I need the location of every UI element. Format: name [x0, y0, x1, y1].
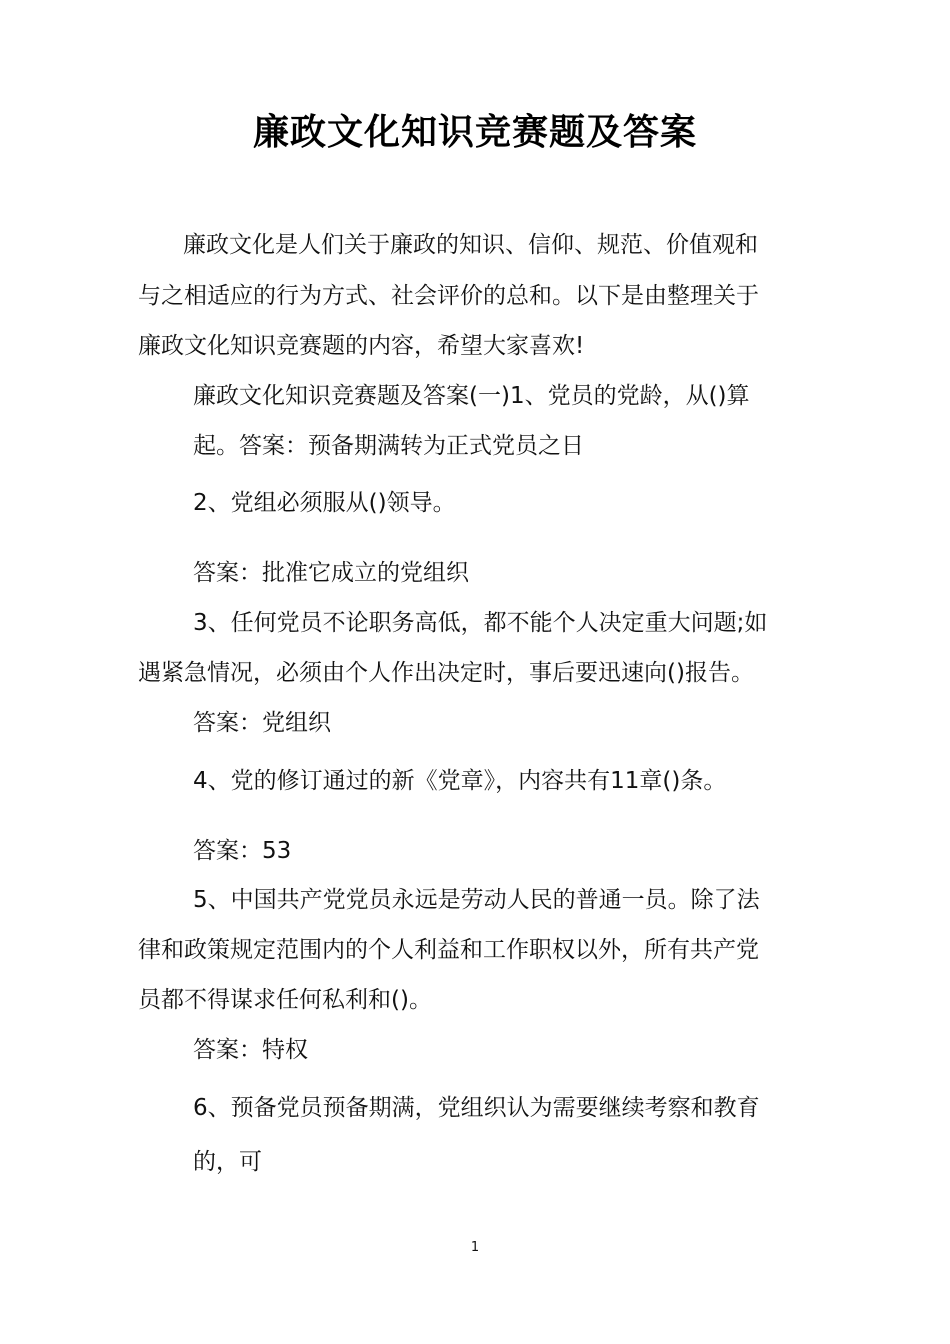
paragraph-line: 廉政文化知识竞赛题及答案(一)1、党员的党龄，从()算 [193, 383, 750, 409]
page-number: 1 [470, 1240, 480, 1255]
paragraph-line: 廉政文化知识竞赛题的内容，希望大家喜欢! [138, 333, 585, 359]
question-line: 4、党的修订通过的新《党章》，内容共有11章()条。 [193, 768, 727, 794]
question-line: 3、任何党员不论职务高低，都不能个人决定重大问题;如 [193, 610, 768, 636]
answer-line: 答案：53 [193, 838, 292, 864]
answer-line: 答案：党组织 [193, 710, 331, 736]
question-line: 遇紧急情况，必须由个人作出决定时，事后要迅速向()报告。 [138, 660, 754, 686]
answer-line: 答案：特权 [193, 1037, 308, 1063]
question-line: 员都不得谋求任何私利和()。 [138, 987, 432, 1013]
paragraph-line: 起。答案：预备期满转为正式党员之日 [193, 433, 584, 459]
question-line: 的，可 [193, 1149, 262, 1175]
paragraph-line: 与之相适应的行为方式、社会评价的总和。以下是由整理关于 [138, 283, 759, 309]
question-line: 律和政策规定范围内的个人利益和工作职权以外，所有共产党 [138, 937, 759, 963]
question-line: 5、中国共产党党员永远是劳动人民的普通一员。除了法 [193, 887, 760, 913]
question-line: 6、预备党员预备期满，党组织认为需要继续考察和教育 [193, 1095, 760, 1121]
answer-line: 答案：批准它成立的党组织 [193, 560, 469, 586]
paragraph-line: 廉政文化是人们关于廉政的知识、信仰、规范、价值观和 [183, 232, 758, 258]
document-title: 廉政文化知识竞赛题及答案 [252, 112, 697, 153]
question-line: 2、党组必须服从()领导。 [193, 490, 456, 516]
